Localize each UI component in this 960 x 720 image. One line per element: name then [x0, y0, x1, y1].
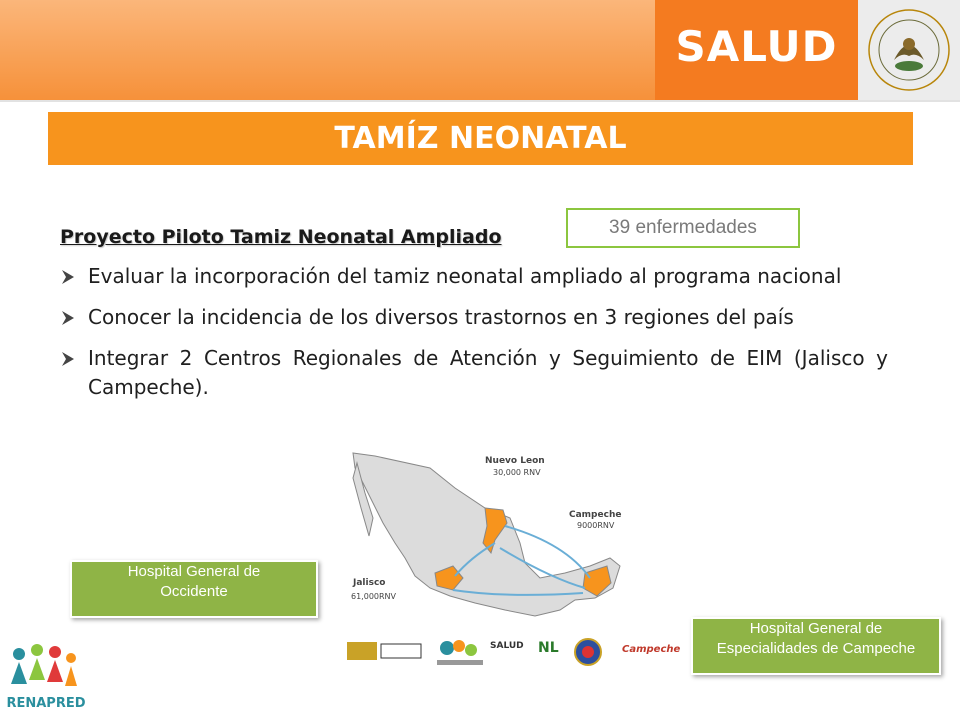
program-logo-icon — [435, 636, 485, 668]
hospital-campeche-line2: Especialidades de Campeche — [716, 640, 916, 657]
logo-strip — [340, 630, 681, 675]
map-value-nuevo-leon: 30,000 RNV — [493, 468, 541, 477]
renapred-people-icon — [5, 640, 85, 696]
map-value-jalisco: 61,000RNV — [351, 592, 397, 601]
eagle-seal-icon — [858, 0, 960, 100]
hospital-campeche-box — [691, 617, 941, 675]
bullet-text: Integrar 2 Centros Regionales de Atención y Seguimiento de EIM (Jalisco y Campeche). — [88, 346, 888, 399]
bullet-list — [60, 262, 888, 414]
bullet-item — [60, 303, 888, 332]
mexico-map-icon — [335, 448, 625, 628]
arrow-bullet-icon — [60, 310, 76, 326]
title-bar — [48, 112, 913, 165]
map-label-jalisco: Jalisco — [353, 578, 386, 588]
bullet-text: Evaluar la incorporación del tamiz neonatal ampliado al programa nacional — [88, 264, 842, 288]
header-divider — [0, 100, 960, 102]
nl-logo: NL — [538, 640, 559, 656]
arrow-bullet-icon — [60, 351, 76, 367]
diseases-badge: 39 enfermedades — [566, 208, 800, 248]
page-title: TAMÍZ NEONATAL — [334, 121, 627, 156]
hospital-occidente-box — [70, 560, 318, 618]
hospital-campeche-line1: Hospital General de — [749, 620, 883, 637]
mexico-map — [335, 448, 625, 628]
header-bar — [0, 0, 655, 100]
hospital-occidente-line2: Occidente — [160, 583, 228, 600]
bullet-item — [60, 344, 888, 402]
map-label-nuevo-leon: Nuevo Leon — [485, 456, 545, 466]
map-label-campeche: Campeche — [569, 510, 622, 520]
campeche-logo: Campeche — [622, 644, 681, 655]
renapred-logo — [5, 640, 85, 715]
crest-logo-icon — [572, 636, 604, 668]
renapred-text: RENAPRED — [6, 696, 86, 711]
arrow-bullet-icon — [60, 269, 76, 285]
project-title: Proyecto Piloto Tamiz Neonatal Ampliado — [60, 226, 502, 248]
jalisco-logo-icon — [345, 636, 425, 668]
mexico-seal — [858, 0, 960, 100]
secretaria-salud-logo — [490, 640, 524, 672]
salud-logo-text: SALUD — [675, 22, 838, 71]
salud-block — [655, 0, 858, 100]
map-value-campeche: 9000RNV — [577, 521, 615, 530]
bullet-text: Conocer la incidencia de los diversos trastornos en 3 regiones del país — [88, 305, 794, 329]
bullet-item — [60, 262, 888, 291]
hospital-occidente-line1: Hospital General de — [127, 563, 261, 580]
secretaria-salud-text: SALUD — [490, 641, 524, 651]
